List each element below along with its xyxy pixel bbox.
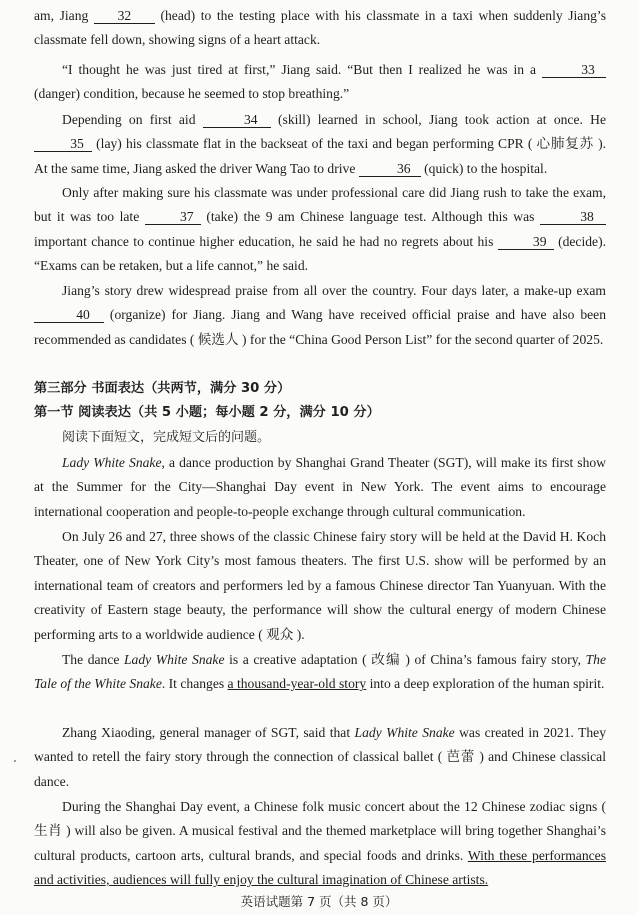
blank-33[interactable]: 33 [542,62,606,78]
reading-paragraph-3 [34,648,606,697]
instruction-text: 阅读下面短文，完成短文后的问题。 [62,430,271,445]
subsection-heading: 第一节 阅读表达（共 5 小题；每小题 2 分，满分 10 分） [34,405,380,420]
underlined-phrase: a thousand-year-old story [227,676,367,692]
text-run: (quick) to the hospital. [420,160,548,176]
title-italic: Lady White Snake [62,455,162,470]
blank-39[interactable]: 39 [498,234,554,250]
text-run: Depending on first aid [62,112,203,127]
title-italic: Lady White Snake [123,652,225,667]
cloze-paragraph-4 [34,181,606,279]
reading-paragraph-4 [34,721,606,794]
reading-paragraph-2 [34,525,606,647]
text-run: During the Shanghai Day event, a Chinese folk music concert about the 12 Chinese zodiac signs ( 生肖 ) will also be given. A musical festival and the themed marketplace will bring together Shanghai’s cultural products, cartoon arts, cultural brands, and special foods and drinks. [34,799,606,863]
title-italic: Lady White Snake [354,725,455,740]
blank-35[interactable]: 35 [34,136,92,152]
text-run: . It changes [161,676,228,692]
title-italic: The Tale of the White Snake [34,652,606,692]
section-heading: 第三部分 书面表达（共两节，满分 30 分） [34,381,291,396]
text-run: was created in 2021. They wanted to retell the fairy story through the connection of classical ballet ( 芭蕾 ) and Chinese classical dance. [34,725,606,789]
cloze-paragraph-3 [34,108,606,181]
blank-38[interactable]: 38 [540,209,606,225]
blank-36[interactable]: 36 [359,161,421,177]
blank-40[interactable]: 40 [34,307,104,323]
text-run: am, Jiang [34,8,94,23]
blank-37[interactable]: 37 [145,209,201,225]
text-run: (danger) condition, because he seemed to stop breathing.” [34,86,350,102]
blank-34[interactable]: 34 [203,112,271,128]
text-run: (decide). “Exams can be retaken, but a life cannot,” he said. [34,233,606,274]
cloze-paragraph-5 [34,279,606,352]
reading-paragraph-5 [34,795,606,893]
text-run: Only after making sure his classmate was under professional care did Jiang rush to take the exam, but it was too late [34,185,606,225]
cloze-paragraph-1 [34,4,606,53]
text-run: “I thought he was just tired at first,” Jiang said. “But then I realized he was in a [62,62,542,77]
text-run: (head) to the testing place with his classmate in a taxi when suddenly Jiang’s classmate fell down, showing signs of a heart attack. [34,8,606,48]
underlined-sentence: With these performances and activities, audiences will fully enjoy the cultural imagination of Chinese artists. [34,847,606,888]
margin-mark [14,760,16,762]
text-run: is a creative adaptation ( 改编 ) of China’s famous fairy story, [224,652,586,667]
text-run: , a dance production by Shanghai Grand Theater (SGT), will make its first show at the Summer for the City—Shanghai Day event in New York. The event aims to encourage international cooperation and people-to-people exchange through cultural communication. [34,455,606,519]
blank-32[interactable]: 32 [94,8,155,24]
text-run: On July 26 and 27, three shows of the classic Chinese fairy story will be held at the David H. Koch Theater, one of New York City’s most famous theaters. The first U.S. show will be performed by an international team of creators and performers led by a famous Chinese director Tan Yuanyuan. With the creativity of Eastern stage beauty, the performance will show the cultural energy of modern Chinese performing arts to a worldwide audience ( 观众 ). [34,529,606,642]
text-run: (lay) his classmate flat in the backseat of the taxi and began performing CPR ( 心肺复苏 ). At the same time, Jiang asked the driver Wang Tao to drive [34,136,606,176]
cloze-paragraph-2 [34,58,606,107]
reading-paragraph-1 [34,451,606,524]
text-run: (take) the 9 am Chinese language test. Although this was [200,209,540,225]
text-run: The dance [62,652,124,667]
text-run: Jiang’s story drew widespread praise from all over the country. Four days later, a make-up exam [62,283,606,298]
text-run: into a deep exploration of the human spirit. [366,676,605,692]
text-run: important chance to continue higher education, he said he had no regrets about his [34,233,498,249]
page-footer: 英语试题第 7 页（共 8 页） [240,894,398,909]
text-run: Zhang Xiaoding, general manager of SGT, said that [62,725,355,740]
text-run: (organize) for Jiang. Jiang and Wang have received official praise and have also been recommended as candidates ( 候选人 ) for the “China Good Person List” for the second quarter of 2025. [34,307,606,347]
text-run: (skill) learned in school, Jiang took action at once. He [270,112,606,127]
